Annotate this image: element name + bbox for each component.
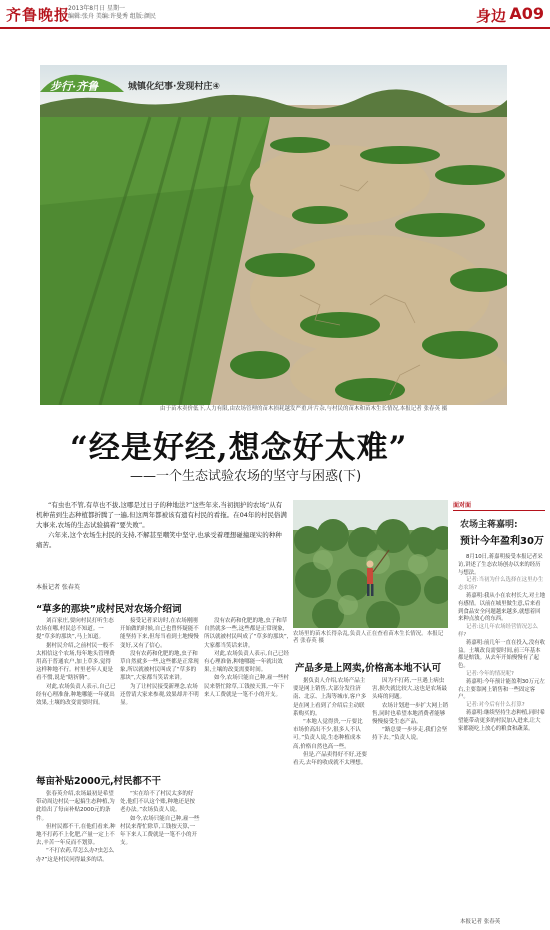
paragraph: 接受记者采访时,在农场刚刚开始做的时候,自己也曾怀疑能不能坚持下来,但每当看到土地慢慢变好,又有了信心。 — [120, 618, 199, 649]
paragraph: “本地人觉得贵,一斤要比市场价高出不少,很多人不认可。”负责人说,生态种植成本高,价格自然也高一些。 — [293, 719, 363, 750]
sidebar-question: 记者:对今后有什么打算? — [466, 702, 525, 709]
sidebar-title: 农场主蒋嘉明: — [460, 520, 518, 530]
paragraph: 对此,农场负责人表示,自己已经有心理准备,种地哪能一年就出效果,土壤的改变需要时间。 — [36, 683, 116, 707]
paragraph: “路总要一步步走,我们会坚持下去。”负责人说。 — [372, 727, 448, 742]
section2-col-1 — [36, 790, 116, 925]
header-rule — [0, 27, 550, 29]
sidebar-answer: 蒋嘉明:继续坚持生态种植,同时希望能带动更多的村民加入进来,让大家都能吃上放心的粮食和蔬菜。 — [458, 709, 545, 732]
sidebar-body — [458, 554, 545, 733]
paragraph: 但是,产品卖得好不好,还要看天,去年的收成就不太理想。 — [293, 751, 367, 767]
lead-paragraph — [36, 500, 288, 550]
section-heading-3: 产品多是上网卖,价格高本地不认可 — [295, 663, 442, 674]
sidebar-tag: 面对面 — [453, 500, 545, 511]
sidebar-question: 记者:当初为什么选择在这里办生态农场? — [458, 577, 544, 592]
photo-caption: 由于苗木卖价低下,人力有限,由农场管理的苗木损耗越发严重,叶片杂,与村民的苗木和苗木生长情况,本报记者 张春英 摄 — [160, 406, 448, 412]
date-line: 2013年8月日 星期一 — [68, 5, 125, 12]
paragraph: 没有农药和化肥的地,虫子和草自然就多一些,这些都是正常现象,所以就被村民叫成了“草多的那块”,大家都当笑话来讲。 — [120, 650, 199, 682]
header-info — [68, 5, 188, 21]
sidebar-paragraph: 8月10日,蒋嘉明接受本报记者采访,讲述了生态农场创办以来的经历与想法。 — [458, 554, 543, 576]
sidebar-answer: 蒋嘉明:我从小在农村长大,对土地有感情。以前在城里做生意,后来看到食品安全问题越来越多,就想着回来种点放心的东西。 — [458, 592, 545, 623]
sidebar-answer: 蒋嘉明:前几年一直在投入,没有收益。土壤改良需要时间,前三年基本都是赔钱。从去年开始慢慢有了起色。 — [458, 639, 545, 670]
sidebar-subtitle: 预计今年盈利30万 — [460, 536, 544, 547]
column-badge: 步行·齐鲁 — [50, 80, 99, 93]
sidebar-question: 记者:今年的情况呢? — [466, 670, 514, 677]
section2-col-2 — [120, 790, 200, 925]
section1-col-2 — [120, 617, 200, 767]
page-number: A09 — [509, 4, 544, 23]
paragraph: 据负责人介绍,农场产品主要是网上销售,大部分发往济南、北京、上海等城市,客户多是在网上看到了介绍后主动联系购买的。 — [293, 678, 367, 717]
section-label: 身边 — [475, 7, 506, 25]
paragraph: “不打农药,草怎么办?虫怎么办?”这是村民问得最多的话。 — [36, 848, 115, 863]
field-photo — [293, 500, 448, 628]
section-heading-1: “草多的那块”成村民对农场介绍词 — [36, 604, 182, 615]
paragraph: 张春英介绍,农场最初是希望带动周边村民一起搞生态种植,为此给出了每亩补贴2000元的条件。 — [36, 791, 115, 822]
newspaper-logo: 齐鲁晚报 — [6, 6, 71, 24]
editor-line: 编辑:张舟 美编:许曼秀 组版:颜民 — [68, 13, 156, 20]
paragraph: 农场计划进一步扩大网上销售,同时也希望本地消费者能够慢慢接受生态产品。 — [372, 702, 448, 726]
sidebar-byline: 本报记者 张春英 — [460, 919, 501, 925]
section1-col-1 — [36, 617, 116, 767]
section1-col-3 — [204, 617, 289, 917]
lead-text-1: “有虫也不管,有草也不拔,这哪是过日子的种地法?”这些年来,当初拥护的农场“从有机种苗到生态种植都折腾了一遍,但这两年都被该有遗有村民的看拖。在04年的村民俗满大事来,农场的生态试验搞着“要失败”。 — [36, 501, 287, 529]
paragraph: 如今,农场只能自己种,雇一些村民来帮忙除草,工钱按天算,一年下来人工费就是一笔不小的开支。 — [120, 815, 200, 847]
paragraph: 没有农药和化肥的地,虫子和草自然就多一些,这些都是正常现象,所以就被村民叫成了“草多的那块”,大家都当笑话来讲。 — [204, 618, 289, 649]
sidebar-question: 记者:这几年农场经营情况怎么样? — [458, 624, 538, 638]
paragraph: 如今,农场只能自己种,雇一些村民来帮忙除草,工钱按天算,一年下来人工费就是一笔不小的开支。 — [204, 675, 289, 698]
paragraph: 为了让村民接受新理念,农场还曾请大家来参观,效果却并不明显。 — [120, 683, 199, 707]
lead-text-2: 六年来,这个农场生村民的支持,不解甚至嘲笑中坚守,也承受着理想碰撞现实的种种痛苦。 — [36, 531, 282, 549]
paragraph: 刘百家庄,要向村民打听生态农场在哪,村民总不知道。一提“草多的那块”,马上知道。 — [36, 618, 114, 641]
main-photo — [40, 65, 507, 405]
column-title: 城镇化纪事·发现村庄④ — [128, 82, 221, 92]
section3-col-2 — [372, 677, 448, 917]
paragraph: 据村民介绍,之前村民一般不太相信这个农场,每年地头管理费用高于普通农户,加上草多,觉得这样种地不行。村里老年人更是看不惯,说是“瞎折腾”。 — [36, 642, 115, 682]
paragraph: 因为不打药,一旦遇上病虫害,损失就比较大,这也是农场最头疼的问题。 — [372, 678, 447, 701]
subhead: ——一个生态试验农场的坚守与困惑(下) — [130, 469, 362, 484]
headline: “经是好经,想念好太难” — [70, 430, 408, 466]
section3-col-1 — [293, 677, 368, 917]
byline: 本报记者 张春英 — [36, 584, 80, 591]
sidebar-answer: 蒋嘉明:今年预计能盈利30万元左右,主要靠网上销售和一些固定客户。 — [458, 678, 545, 701]
paragraph: 对此,农场负责人表示,自己已经有心理准备,种地哪能一年就出效果,土壤的改变需要时间。 — [204, 650, 289, 674]
photo2-caption: 农场里的苗木长得杂乱,负责人正在查看苗木生长情况。本报记者 张春英 摄 — [293, 631, 444, 645]
paragraph: “实在给不了村民太多的好处,他们不认这个账,种地还是按老办法。”农场负责人说。 — [120, 791, 195, 814]
paragraph: 但村民都不干,在他们看来,种地不打药不上化肥,产量一定上不去,辛苦一年反而不划算。 — [36, 823, 116, 847]
section-heading-2: 每亩补贴2000元,村民都不干 — [36, 776, 162, 787]
